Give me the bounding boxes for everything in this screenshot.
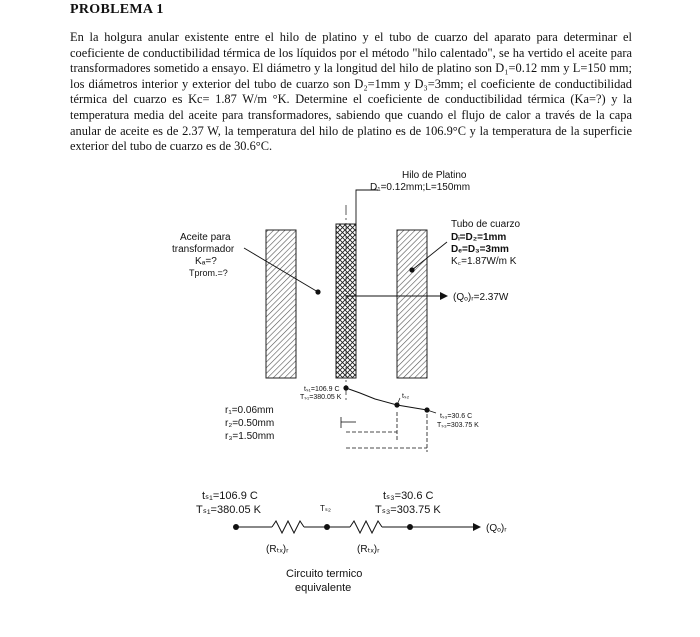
tubo-d-inner: Dᵢ=D₂=1mm — [451, 232, 507, 243]
circuit-q-label: (Qₒ)ᵣ — [486, 523, 507, 534]
circuit-r-quartz: (Rₜₓ)ᵣ — [357, 544, 380, 555]
circuit-t3-k: Tₛ₃=303.75 K — [375, 504, 441, 516]
problem-title: PROBLEMA 1 — [70, 2, 164, 17]
circuit-caption-line1: Circuito termico — [286, 568, 363, 580]
hilo-title: Hilo de Platino — [402, 170, 467, 181]
r3-label: r₃=1.50mm — [225, 431, 275, 442]
aceite-line1: Aceite para — [180, 232, 231, 243]
node-ts3 — [407, 524, 413, 530]
equivalent-circuit — [233, 521, 480, 533]
t3-c-label: tₛ₃=30.6 C — [440, 413, 473, 420]
r2-label: r₂=0.50mm — [225, 418, 275, 429]
t1-k-label: Tₛ₁=380.05 K — [300, 394, 342, 401]
t1-c-label: tₛ₁=106.9 C — [304, 386, 340, 393]
problem-statement: En la holgura anular existente entre el hilo de platino y el tubo de cuarzo del aparato para determinar el coeficiente de conductibilidad térmica de los líquidos por el método "hilo calentado", se ha vertido el aceite para transformadores sometido a ensayo. El diámetro y la longitud del hilo de platino son D₁=0.12 mm y L=150 mm; los diámetros interior y exterior del tubo de cuarzo son D₂=1mm y D₃=3mm; el coeficiente de conductibilidad térmica del cuarzo es Kc= 1.87 W/m °K. Determine el coeficiente de conductibilidad térmica (Ka=?) y la temperatura media del aceite para transformadores, sabiendo que cuando el flujo de calor a través de la capa anular de aceite es de 2.37 W, la temperatura del hilo de platino es de 106.9°C y la temperatura de la superficie exterior del tubo de cuarzo es de 30.6°C. — [70, 30, 632, 154]
ts2-label: tₛ₂ — [402, 393, 410, 400]
tubo-d-outer: Dₑ=D₃=3mm — [451, 244, 509, 255]
circuit-t3-c: tₛ₃=30.6 C — [383, 490, 434, 502]
circuit-r-oil: (Rₜₓ)ᵣ — [266, 544, 289, 555]
r1-label: r₁=0.06mm — [225, 405, 274, 416]
hilo-dims: D₁=0.12mm;L=150mm — [370, 182, 471, 193]
node-ts2 — [324, 524, 330, 530]
circuit-ts2: Tₛ₂ — [320, 504, 331, 513]
aceite-tprom: Tprom.=? — [189, 268, 228, 278]
aceite-line2: transformador — [172, 244, 235, 255]
quartz-wall-right — [397, 230, 427, 378]
tubo-title: Tubo de cuarzo — [451, 219, 521, 230]
circuit-t1-k: Tₛ₁=380.05 K — [196, 504, 261, 516]
q-flow-label: (Qₒ)ᵣ=2.37W — [453, 292, 509, 303]
circuit-caption-line2: equivalente — [295, 582, 352, 594]
resistor-quartz — [350, 521, 382, 533]
tubo-k: K꜀=1.87W/m K — [451, 256, 517, 267]
resistor-oil — [272, 521, 304, 533]
quartz-wall-left — [266, 230, 296, 378]
t3-k-label: Tₛ₃=303.75 K — [437, 422, 479, 429]
aceite-ka: Kₐ=? — [195, 256, 217, 267]
circuit-t1-c: tₛ₁=106.9 C — [202, 490, 258, 502]
node-ts1 — [233, 524, 239, 530]
